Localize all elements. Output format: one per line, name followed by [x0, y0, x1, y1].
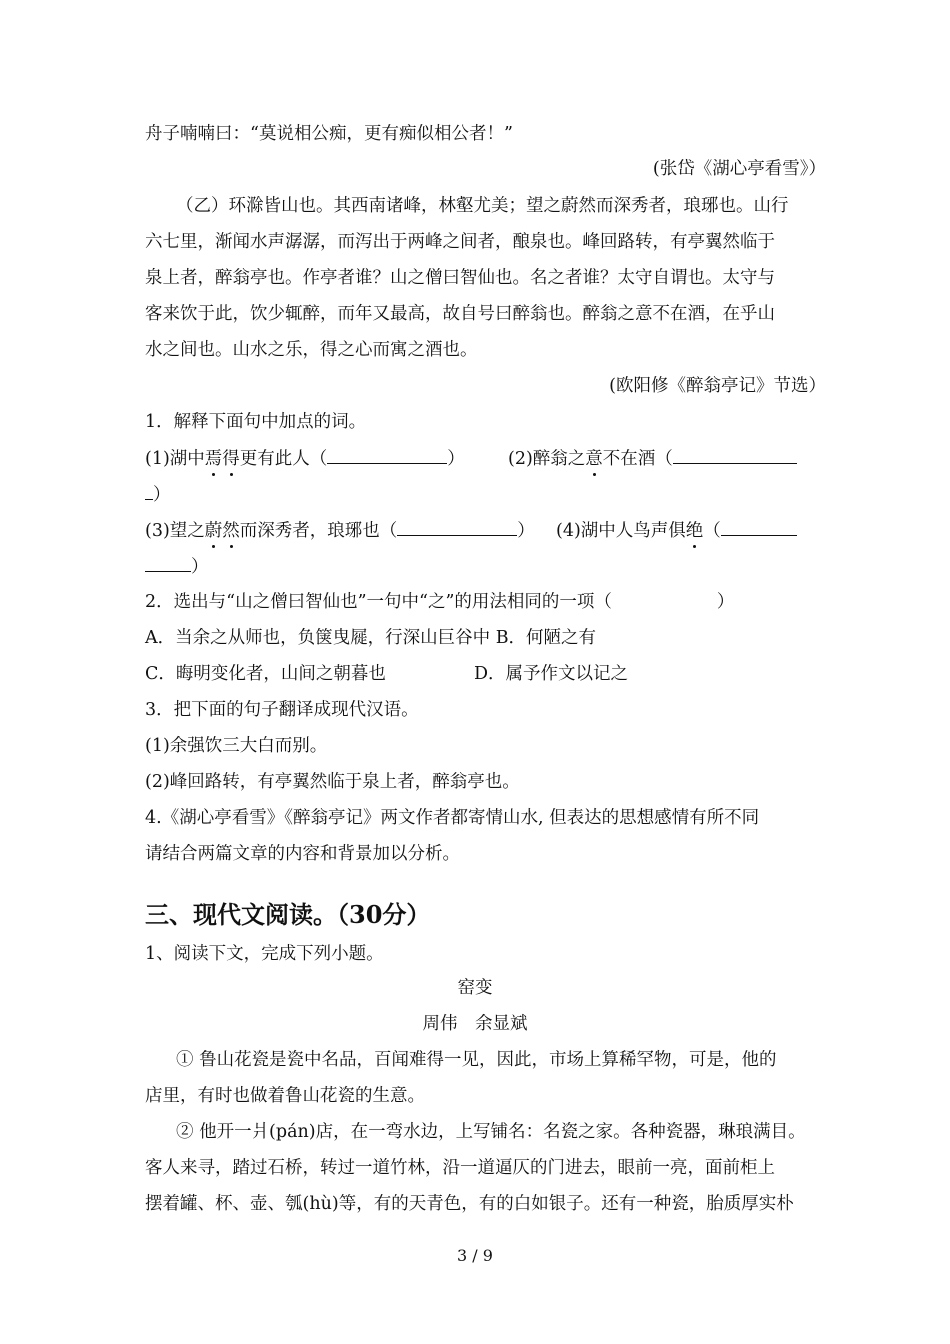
paragraph-line: ① 鲁山花瓷是瓷中名品，百闻难得一见，因此，市场上算稀罕物，可是，他的	[176, 1050, 777, 1070]
section-heading: 三、现代文阅读。（30分）	[145, 900, 431, 929]
paragraph-line: ② 他开一爿(pán)店，在一弯水边，上写铺名：名瓷之家。各种瓷器，琳琅满目。	[176, 1122, 806, 1142]
paragraph-line: 客人来寻，踏过石桥，转过一道竹林，沿一道逼仄的门进去，眼前一亮，面前柜上	[145, 1158, 775, 1178]
article-authors: 周伟 余显斌	[422, 1014, 528, 1034]
text-line: 泉上者，醉翁亭也。作亭者谁？山之僧曰智仙也。名之者谁？太守自谓也。太守与	[145, 268, 775, 288]
q1a-close: ）	[447, 449, 465, 469]
answer-blank[interactable]	[145, 482, 153, 500]
q1d-suffix: （	[703, 521, 721, 541]
text-line: 舟子喃喃曰：“莫说相公痴，更有痴似相公者！”	[145, 124, 513, 144]
question-3-item-1: (1)余强饮三大白而别。	[145, 736, 328, 756]
text-line: （乙）环滁皆山也。其西南诸峰，林壑尤美；望之蔚然而深秀者，琅琊也。山行	[176, 196, 789, 216]
q1c-suffix: 而深秀者，琅琊也（	[239, 521, 398, 541]
dotted-char: 然	[222, 521, 240, 541]
q1d-prefix: (4)湖中人鸟声俱	[556, 521, 686, 541]
text-line: 水之间也。山水之乐，得之心而寓之酒也。	[145, 340, 478, 360]
question-1-item-2-wrap	[145, 482, 171, 507]
q1a-prefix: (1)湖中	[145, 449, 205, 469]
question-3-title: 3．把下面的句子翻译成现代汉语。	[145, 700, 419, 720]
q1b-suffix: 不在酒（	[602, 449, 673, 469]
question-2-options: A．当余之从师也，负箧曳屣，行深山巨谷中 B．何陋之有	[145, 628, 597, 648]
question-3-item-2: (2)峰回路转，有亭翼然临于泉上者，醉翁亭也。	[145, 772, 520, 792]
dotted-char: 得	[222, 449, 240, 469]
source-citation: (张岱《湖心亭看雪》）	[652, 159, 826, 179]
page-number: 3 / 9	[457, 1246, 493, 1265]
dotted-char: 意	[585, 449, 603, 469]
question-2-option-d: D．属予作文以记之	[474, 664, 629, 684]
question-2-title: 2．选出与“山之僧曰智仙也”一句中“之”的用法相同的一项（ ）	[145, 592, 735, 612]
instruction: 1、阅读下文，完成下列小题。	[145, 944, 384, 964]
answer-blank[interactable]	[145, 554, 191, 572]
question-2-option-c: C．晦明变化者，山间之朝暮也	[145, 664, 386, 684]
question-1-title: 1．解释下面句中加点的词。	[145, 412, 367, 432]
answer-blank[interactable]	[673, 446, 797, 464]
q1a-suffix: 更有此人（	[239, 449, 328, 469]
q1c-prefix: (3)望之	[145, 521, 205, 541]
dotted-char: 焉	[204, 449, 223, 469]
question-1-item-3	[145, 518, 535, 543]
article-title: 窑变	[457, 978, 493, 998]
answer-blank[interactable]	[721, 518, 797, 536]
q1c-close: ）	[517, 521, 535, 541]
question-1-item-1	[145, 446, 465, 471]
answer-blank[interactable]	[327, 446, 447, 464]
q1b-close: ）	[153, 485, 171, 505]
source-citation: (欧阳修《醉翁亭记》节选）	[609, 376, 826, 396]
dotted-char: 蔚	[204, 521, 223, 541]
answer-blank[interactable]	[397, 518, 517, 536]
question-4-text: 4.《湖心亭看雪》《醉翁亭记》两文作者都寄情山水, 但表达的思想感情有所不同	[145, 808, 760, 828]
q1d-close: ）	[191, 557, 209, 577]
question-1-item-2	[508, 446, 797, 471]
paragraph-line: 摆着罐、杯、壶、瓠(hù)等，有的天青色，有的白如银子。还有一种瓷，胎质厚实朴	[145, 1194, 794, 1214]
dotted-char: 绝	[685, 521, 704, 541]
paragraph-line: 店里，有时也做着鲁山花瓷的生意。	[145, 1086, 425, 1106]
question-4-text: 请结合两篇文章的内容和背景加以分析。	[145, 844, 460, 864]
text-line: 客来饮于此，饮少辄醉，而年又最高，故自号曰醉翁也。醉翁之意不在酒，在乎山	[145, 304, 775, 324]
q1b-prefix: (2)醉翁之	[508, 449, 586, 469]
question-1-item-4-wrap	[145, 554, 209, 579]
question-1-item-4	[556, 518, 797, 543]
text-line: 六七里，渐闻水声潺潺，而泻出于两峰之间者，酿泉也。峰回路转，有亭翼然临于	[145, 232, 775, 252]
